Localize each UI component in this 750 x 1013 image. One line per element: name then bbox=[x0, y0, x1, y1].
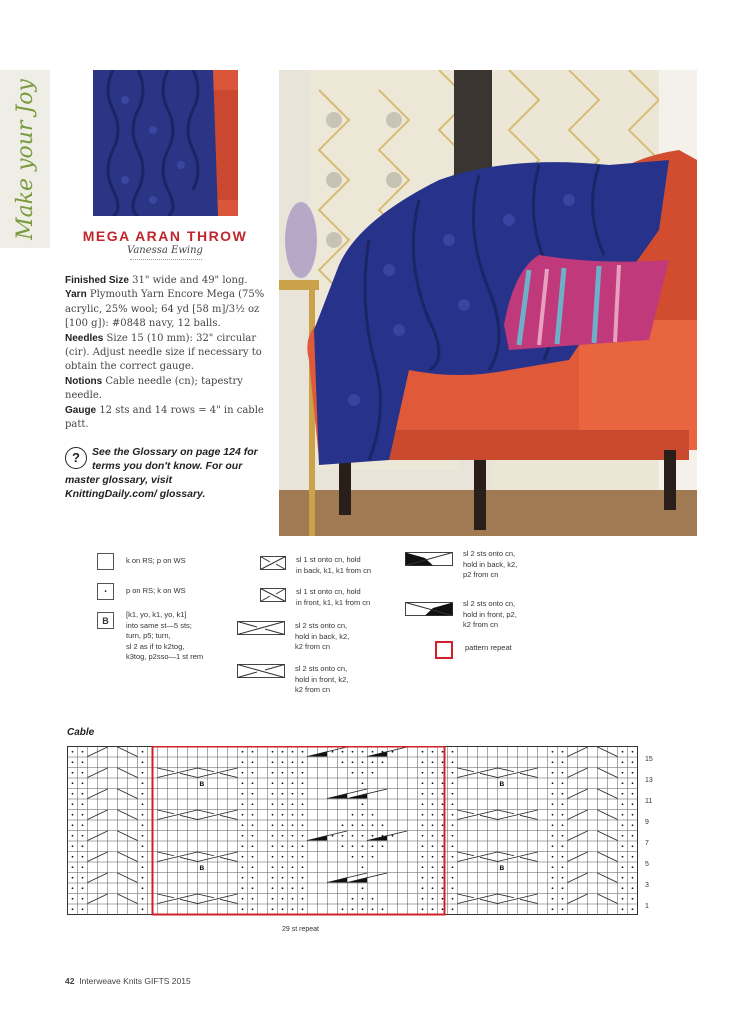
svg-text:B: B bbox=[199, 865, 205, 872]
section-tab bbox=[0, 70, 50, 248]
repeat-label: 29 st repeat bbox=[282, 926, 319, 933]
throw-on-chair-photo bbox=[279, 70, 697, 536]
svg-text:B: B bbox=[199, 781, 205, 788]
throw-detail-photo bbox=[93, 70, 238, 216]
legend-c4f: sl 2 sts onto cn, hold in front, k2, k2 from cn bbox=[237, 664, 348, 696]
spec-yarn: Yarn Plymouth Yarn Encore Mega (75% acrylic, 25% wool; 64 yd [58 m]/3½ oz [100 g]): #0848 navy, 12 balls. bbox=[65, 289, 265, 330]
c2b-symbol-icon bbox=[260, 556, 286, 570]
question-icon: ? bbox=[65, 447, 87, 469]
legend-t4b: sl 2 sts onto cn, hold in back, k2, p2 from cn bbox=[405, 552, 517, 581]
spec-notions: Notions Cable needle (cn); tapestry needle. bbox=[65, 375, 243, 402]
spec-needles: Needles Size 15 (10 mm): 32" circular (cir). Adjust needle size if necessary to obtain the correct gauge. bbox=[65, 332, 262, 373]
purl-symbol-icon: • bbox=[97, 583, 114, 600]
legend-bobble: B [k1, yo, k1, yo, k1] into same st—5 sts; turn, p5; turn, sl 2 as if to k2tog, k3tog, p2sso—1 st rem bbox=[97, 612, 203, 663]
repeat-box-icon bbox=[435, 641, 453, 659]
glossary-note bbox=[65, 445, 265, 501]
knit-symbol-icon bbox=[97, 553, 114, 570]
cable-chart bbox=[67, 746, 639, 923]
page-number: 42 bbox=[65, 976, 75, 986]
t4f-symbol-icon bbox=[405, 602, 453, 616]
designer-underline bbox=[130, 259, 202, 263]
row-number: 7 bbox=[645, 840, 649, 847]
publication-name: Interweave Knits bbox=[79, 976, 143, 986]
svg-text:B: B bbox=[499, 865, 505, 872]
legend-purl: • p on RS; k on WS bbox=[97, 583, 186, 600]
svg-text:B: B bbox=[499, 781, 505, 788]
page-footer bbox=[65, 976, 191, 986]
issue-name: GIFTS 2015 bbox=[144, 976, 191, 986]
designer-name: Vanessa Ewing bbox=[127, 245, 203, 256]
row-number: 5 bbox=[645, 861, 649, 868]
legend-t4f: sl 2 sts onto cn, hold in front, p2, k2 from cn bbox=[405, 602, 517, 631]
legend-c4b: sl 2 sts onto cn, hold in back, k2, k2 from cn bbox=[237, 621, 349, 653]
row-number: 3 bbox=[645, 882, 649, 889]
bobble-symbol-icon: B bbox=[97, 612, 114, 629]
legend-knit: k on RS; p on WS bbox=[97, 553, 186, 570]
pattern-title: MEGA ARAN THROW bbox=[82, 228, 248, 244]
cable-chart-grid bbox=[67, 746, 639, 918]
legend-c2f: sl 1 st onto cn, hold in front, k1, k1 from cn bbox=[260, 588, 370, 608]
spec-finished-size: Finished Size 31" wide and 49" long. bbox=[65, 275, 248, 286]
c4f-symbol-icon bbox=[237, 664, 285, 678]
pattern-specs bbox=[65, 274, 270, 432]
legend-c2b: sl 1 st onto cn, hold in back, k1, k1 from cn bbox=[260, 556, 371, 576]
row-number: 11 bbox=[645, 798, 653, 805]
row-number: 13 bbox=[645, 777, 653, 784]
spec-gauge: Gauge 12 sts and 14 rows = 4" in cable patt. bbox=[65, 404, 264, 431]
legend-repeat: pattern repeat bbox=[435, 641, 512, 659]
row-number: 9 bbox=[645, 819, 649, 826]
row-number: 15 bbox=[645, 756, 653, 763]
c4b-symbol-icon bbox=[237, 621, 285, 635]
chart-title: Cable bbox=[67, 727, 95, 738]
glossary-text: See the Glossary on page 124 for terms you don't know. For our master glossary, visit KnittingDaily.com/ glossary. bbox=[65, 446, 258, 500]
section-tab-label: Make your Joy bbox=[12, 78, 38, 240]
c2f-symbol-icon bbox=[260, 588, 286, 602]
t4b-symbol-icon bbox=[405, 552, 453, 566]
row-number: 1 bbox=[645, 903, 649, 910]
